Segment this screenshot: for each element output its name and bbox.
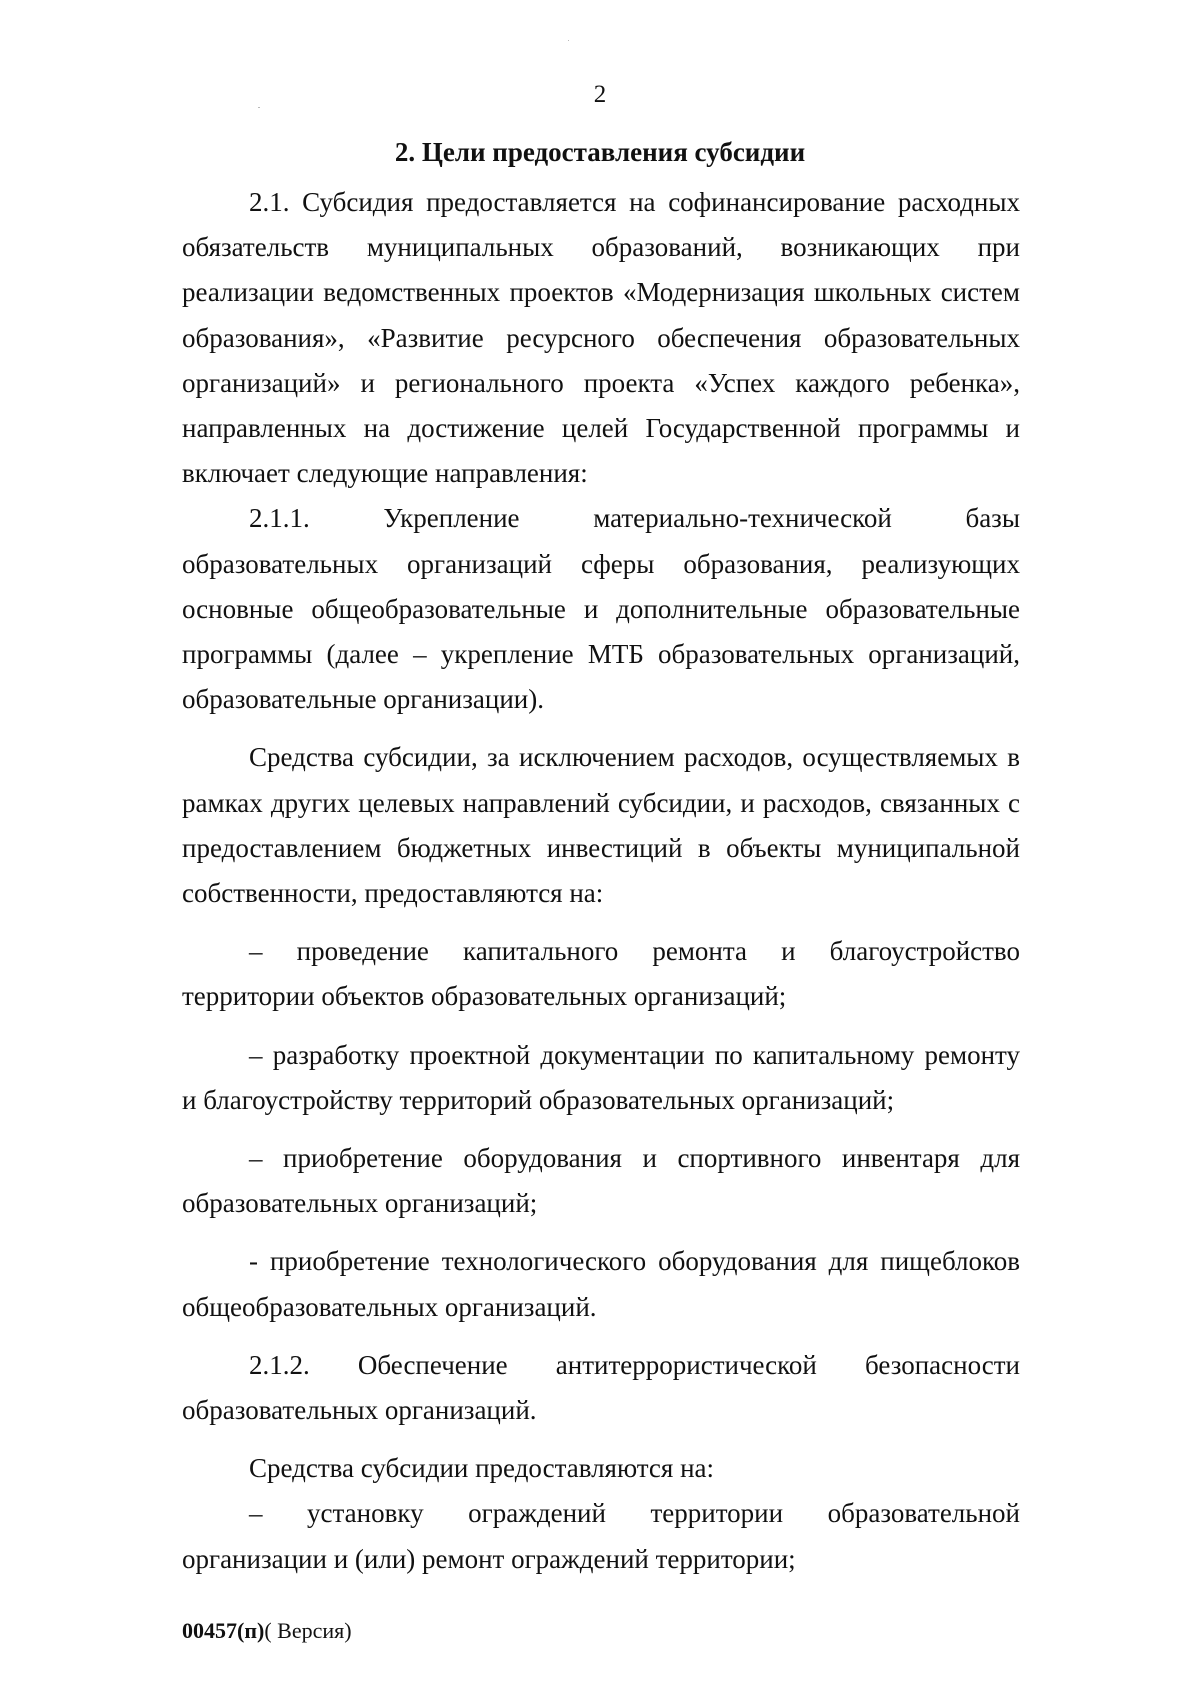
list-item: – разработку проектной документации по капитальному ремонту и благоустройству территорий образовательных организаций; <box>182 1039 1020 1115</box>
document-body <box>182 180 1020 1582</box>
section-title: 2. Цели предоставления субсидии <box>394 137 806 167</box>
list-item: – проведение капитального ремонта и благоустройство территории объектов образовательных организаций; <box>182 936 1020 1012</box>
paragraph-2-1: 2.1. Субсидия предоставляется на софинансирование расходных обязательств муниципальных образований, возникающих при реализации ведомственных проектов «Модернизация школьных систем образования», «Развитие ресурсного обеспечения образовательных организаций» и регионального проекта «Успех каждого ребенка», направленных на достижение целей Государственной программы и включает следующие направления: <box>182 187 1020 489</box>
paragraph-2-1-1: 2.1.1. Укрепление материально-технической базы образовательных организаций сферы образования, реализующих основные общеобразовательные и дополнительные образовательные программы (далее – укрепление МТБ образовательных организаций, образовательные организации). <box>182 503 1020 715</box>
document-code: 00457(п) <box>182 1618 265 1643</box>
scan-speck <box>568 40 569 41</box>
list-item: – приобретение оборудования и спортивного инвентаря для образовательных организаций; <box>182 1143 1020 1219</box>
paragraph-funds-2: Средства субсидии предоставляются на: <box>249 1453 715 1484</box>
document-footer <box>182 1617 352 1645</box>
list-item: – установку ограждений территории образовательной организации и (или) ремонт ограждений территории; <box>182 1498 1020 1574</box>
list-item: - приобретение технологического оборудования для пищеблоков общеобразовательных организаций. <box>182 1246 1020 1322</box>
document-version: ( Версия) <box>264 1618 352 1643</box>
page-number: 2 <box>593 81 607 108</box>
paragraph-2-1-2: 2.1.2. Обеспечение антитеррористической безопасности образовательных организаций. <box>182 1349 1020 1426</box>
paragraph-funds: Средства субсидии, за исключением расходов, осуществляемых в рамках других целевых направлений субсидии, и расходов, связанных с предоставлением бюджетных инвестиций в объекты муниципальной собственности, предоставляются на: <box>182 742 1020 909</box>
